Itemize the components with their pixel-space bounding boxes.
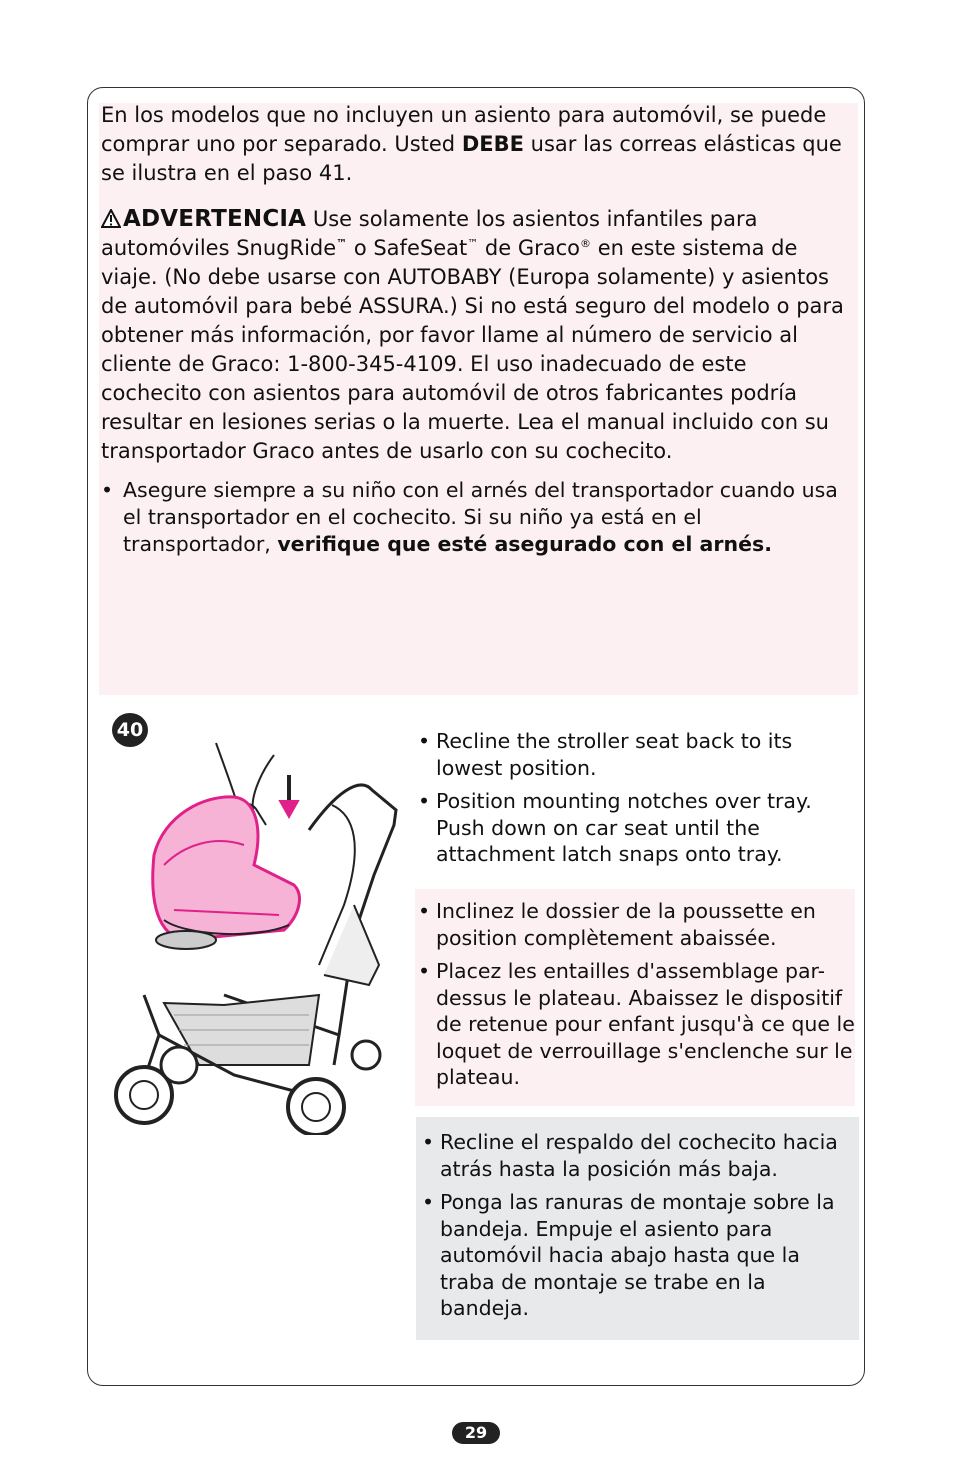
- intro-paragraph: [101, 101, 853, 188]
- warning-icon: [101, 209, 121, 228]
- harness-note: [101, 477, 853, 558]
- step-number-badge: 40: [112, 713, 148, 747]
- trademark-mark: ™: [467, 237, 479, 250]
- warning-heading: ADVERTENCIA: [123, 206, 307, 232]
- warning-text: o SafeSeat: [347, 236, 468, 260]
- list-item: • Recline el respaldo del cochecito hacia atrás hasta la posición más baja.: [422, 1130, 838, 1181]
- warning-paragraph: [101, 205, 853, 466]
- warning-text: Use solamente los asientos infantiles para automóviles SnugRide: [101, 207, 758, 260]
- intro-text: En los modelos que no incluyen un asiento para automóvil, se puede comprar uno por separado. Usted: [101, 103, 827, 156]
- english-instructions: [418, 728, 848, 875]
- list-item: • Placez les entailles d'assemblage par-dessus le plateau. Abaissez le dispositif de retenue pour enfant jusqu'à ce que le loquet de verrouillage s'enclenche sur le plateau.: [418, 959, 855, 1089]
- spanish-instructions: [422, 1129, 858, 1329]
- intro-emphasis: DEBE: [461, 132, 524, 156]
- harness-note-text: Asegure siempre a su niño con el arnés del transportador cuando usa el transportador en el cochecito. Si su niño ya está en el transportador,: [123, 478, 838, 556]
- french-instructions: [418, 898, 858, 1098]
- list-item: • Ponga las ranuras de montaje sobre la bandeja. Empuje el asiento para automóvil hacia abajo hasta que la traba de montaje se trabe en la bandeja.: [422, 1190, 835, 1320]
- list-item: • Recline the stroller seat back to its lowest position.: [418, 729, 793, 780]
- stroller-car-seat-illustration: [104, 735, 414, 1135]
- bullet: •: [101, 478, 114, 502]
- intro-text-end: usar las correas elásticas que se ilustra en el paso 41.: [101, 132, 842, 185]
- list-item: • Inclinez le dossier de la poussette en position complètement abaissée.: [418, 899, 816, 950]
- registered-mark: ®: [580, 237, 592, 250]
- warning-text: en este sistema de viaje. (No debe usarse con AUTOBABY (Europa solamente) y asientos de automóvil para bebé ASSURA.) Si no está seguro del modelo o para obtener más información, por favor llame al número de servicio al cliente de Graco: 1-800-345-4109. El uso inadecuado de este cochecito con asientos para automóvil de otros fabricantes podría resultar en lesiones serias o la muerte. Lea el manual incluido con su transportador Graco antes de usarlo con su cochecito.: [101, 236, 844, 463]
- harness-note-emphasis: verifique que esté asegurado con el arnés.: [277, 532, 772, 556]
- trademark-mark: ™: [336, 237, 348, 250]
- page-number: 29: [452, 1422, 500, 1444]
- list-item: • Position mounting notches over tray. Push down on car seat until the attachment latch snaps onto tray.: [418, 789, 812, 866]
- car-seat-drawing: [153, 797, 300, 940]
- warning-text: de Graco: [478, 236, 581, 260]
